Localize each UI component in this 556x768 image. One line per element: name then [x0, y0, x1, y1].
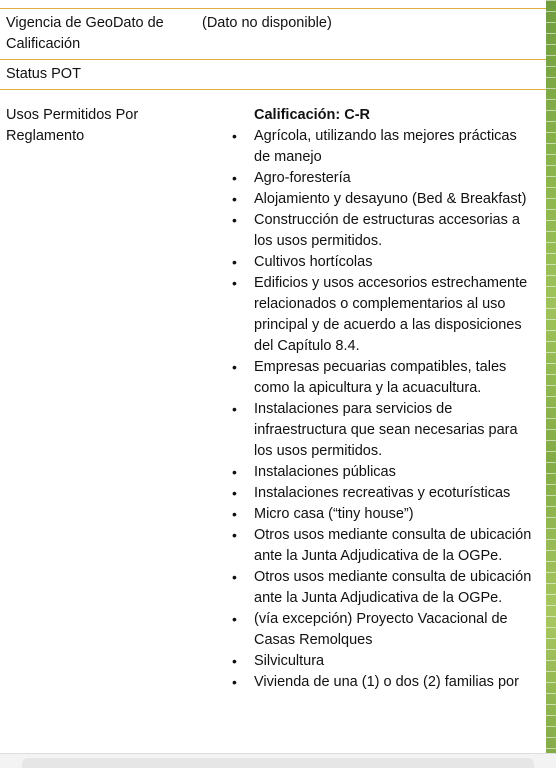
list-item: • (vía excepción) Proyecto Vacacional de Casas Remolques [254, 609, 538, 651]
list-item: • Instalaciones públicas [254, 462, 538, 483]
map-background-strip [546, 0, 556, 768]
list-item: • Vivienda de una (1) o dos (2) familias por [254, 672, 538, 693]
list-item: • Empresas pecuarias compatibles, tales como la apicultura y la acuacultura. [254, 357, 538, 399]
usos-permitidos-label: Usos Permitidos Por Reglamento [6, 107, 139, 144]
list-item: • Otros usos mediante consulta de ubicación ante la Junta Adjudicativa de la OGPe. [254, 525, 538, 567]
list-item: • Cultivos hortícolas [254, 252, 538, 273]
list-item: • Construcción de estructuras accesorias a los usos permitidos. [254, 210, 538, 252]
list-item: • Otros usos mediante consulta de ubicación ante la Junta Adjudicativa de la OGPe. [254, 567, 538, 609]
list-item: • Silvicultura [254, 651, 538, 672]
row-usos-permitidos [0, 90, 546, 697]
list-item: • Agro-forestería [254, 168, 538, 189]
status-pot-label: Status POT [6, 66, 81, 82]
bottom-toolbar [0, 753, 556, 768]
list-item: • Edificios y usos accesorios estrechamente relacionados o complementarios al uso principal y de acuerdo a las disposiciones del Capítulo 8.4. [254, 273, 538, 357]
row-vigencia [0, 8, 546, 60]
calificacion-heading: Calificación: C-R [254, 107, 371, 123]
list-item: • Instalaciones recreativas y ecoturísticas [254, 483, 538, 504]
list-item: • Agrícola, utilizando las mejores prácticas de manejo [254, 126, 538, 168]
list-item: • Instalaciones para servicios de infraestructura que sean necesarias para los usos permitidos. [254, 399, 538, 462]
bottom-sheet-handle[interactable] [22, 758, 534, 768]
list-item: • Alojamiento y desayuno (Bed & Breakfast) [254, 189, 538, 210]
vigencia-label: Vigencia de GeoDato de Calificación [6, 15, 164, 52]
permitted-uses-list [254, 126, 538, 693]
vigencia-value: (Dato no disponible) [202, 15, 332, 31]
row-status-pot [0, 60, 546, 90]
status-pot-value [196, 60, 546, 89]
list-item: • Micro casa (“tiny house”) [254, 504, 538, 525]
usos-permitidos-value [196, 90, 546, 697]
